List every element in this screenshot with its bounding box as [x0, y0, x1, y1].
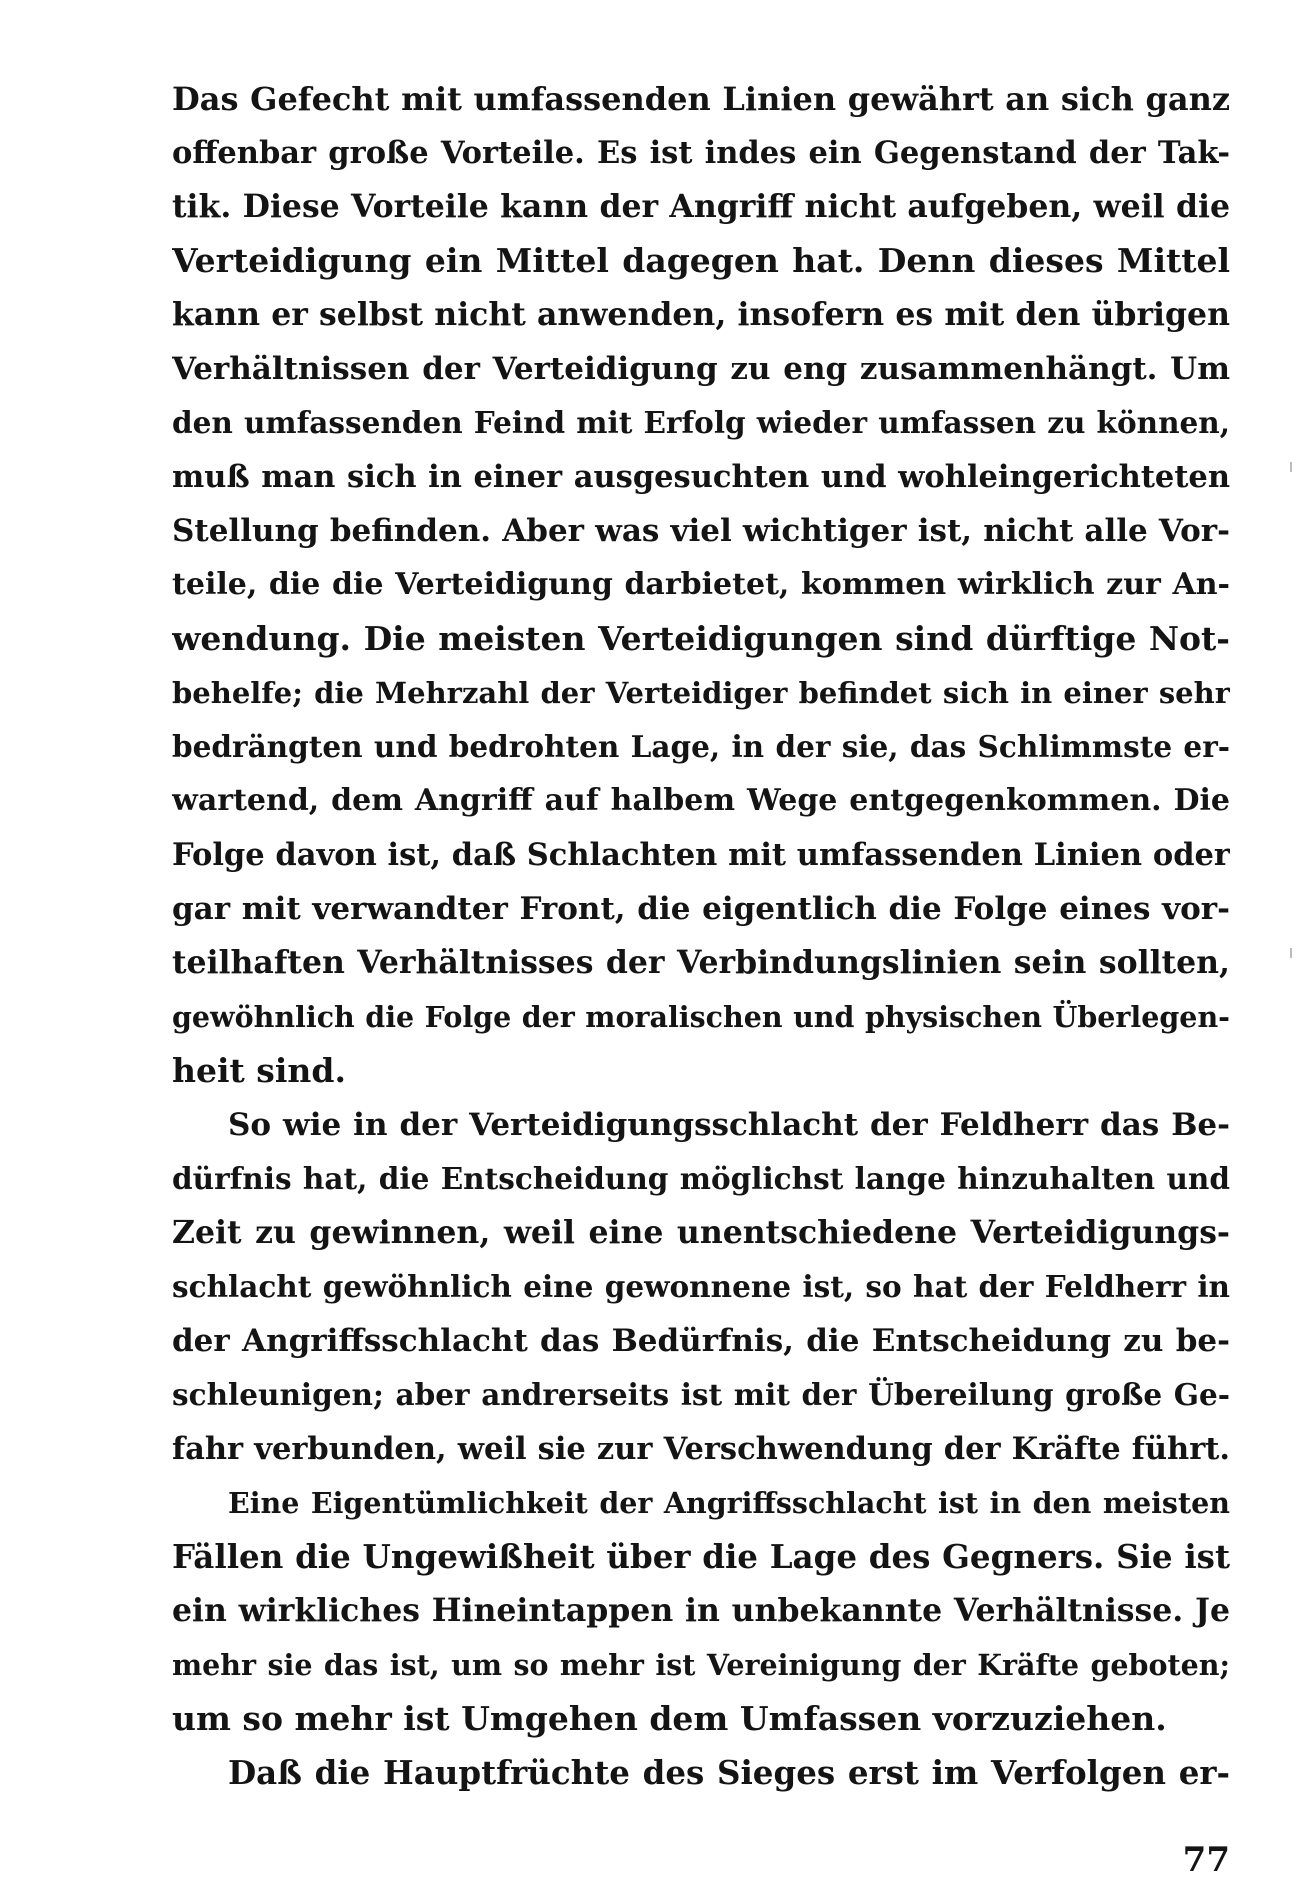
text-line: muß man sich in einer ausgesuchten und wohleingerichteten — [172, 459, 1230, 495]
text-line: schlacht gewöhnlich eine gewonnene ist, so hat der Feldherr in — [172, 1269, 1230, 1304]
text-line: wartend, dem Angriff auf halbem Wege entgegenkommen. Die — [172, 783, 1230, 818]
text-line: der Angriffsschlacht das Bedürfnis, die Entscheidung zu be- — [172, 1323, 1230, 1359]
text-line: tik. Diese Vorteile kann der Angriff nicht aufgeben, weil die — [172, 188, 1230, 225]
text-line: Verhältnissen der Verteidigung zu eng zusammenhängt. Um — [172, 351, 1230, 387]
text-line: Zeit zu gewinnen, weil eine unentschiedene Verteidigungs- — [172, 1214, 1230, 1251]
text-line: kann er selbst nicht anwenden, insofern es mit den übrigen — [172, 296, 1230, 333]
body-text — [172, 72, 1230, 1800]
text-line: schleunigen; aber andrerseits ist mit der Übereilung große Ge- — [172, 1377, 1230, 1412]
text-line: Folge davon ist, daß Schlachten mit umfassenden Linien oder — [172, 837, 1230, 873]
text-line: heit sind. — [172, 1051, 346, 1090]
text-line: Das Gefecht mit umfassenden Linien gewährt an sich ganz — [172, 80, 1230, 118]
text-line: bedrängten und bedrohten Lage, in der sie, das Schlimmste er- — [172, 729, 1230, 764]
text-line: ein wirkliches Hineintappen in unbekannte Verhältnisse. Je — [172, 1592, 1230, 1629]
text-line: teilhaften Verhältnisses der Verbindungslinien sein sollten, — [172, 944, 1230, 981]
text-line: fahr verbunden, weil sie zur Verschwendung der Kräfte führt. — [172, 1431, 1230, 1467]
text-line: Fällen die Ungewißheit über die Lage des Gegners. Sie ist — [172, 1537, 1230, 1576]
text-line: Verteidigung ein Mittel dagegen hat. Denn dieses Mittel — [172, 241, 1230, 280]
text-line: um so mehr ist Umgehen dem Umfassen vorzuziehen. — [172, 1699, 1167, 1738]
text-line: den umfassenden Feind mit Erfolg wieder umfassen zu können, — [172, 405, 1230, 440]
scan-mark — [1290, 462, 1292, 472]
text-line: teile, die die Verteidigung darbietet, kommen wirklich zur An- — [172, 567, 1230, 602]
text-line: Stellung befinden. Aber was viel wichtiger ist, nicht alle Vor- — [172, 513, 1230, 549]
text-line: wendung. Die meisten Verteidigungen sind dürftige Not- — [172, 619, 1230, 658]
text-line: dürfnis hat, die Entscheidung möglichst lange hinzuhalten und — [172, 1161, 1230, 1196]
scan-mark — [1290, 948, 1292, 958]
text-line: behelfe; die Mehrzahl der Verteidiger befindet sich in einer sehr — [172, 676, 1230, 710]
text-line: offenbar große Vorteile. Es ist indes ein Gegenstand der Tak- — [172, 135, 1230, 171]
text-line: mehr sie das ist, um so mehr ist Vereinigung der Kräfte geboten; — [172, 1648, 1230, 1682]
text-line: gewöhnlich die Folge der moralischen und physischen Überlegen- — [172, 1000, 1230, 1034]
text-line: Eine Eigentümlichkeit der Angriffsschlacht ist in den meisten — [228, 1486, 1230, 1520]
text-line: So wie in der Verteidigungsschlacht der Feldherr das Be- — [228, 1107, 1230, 1143]
text-line: Daß die Hauptfrüchte des Sieges erst im Verfolgen er- — [228, 1753, 1230, 1792]
page-number: 77 — [1182, 1840, 1230, 1880]
text-line: gar mit verwandter Front, die eigentlich die Folge eines vor- — [172, 891, 1230, 927]
